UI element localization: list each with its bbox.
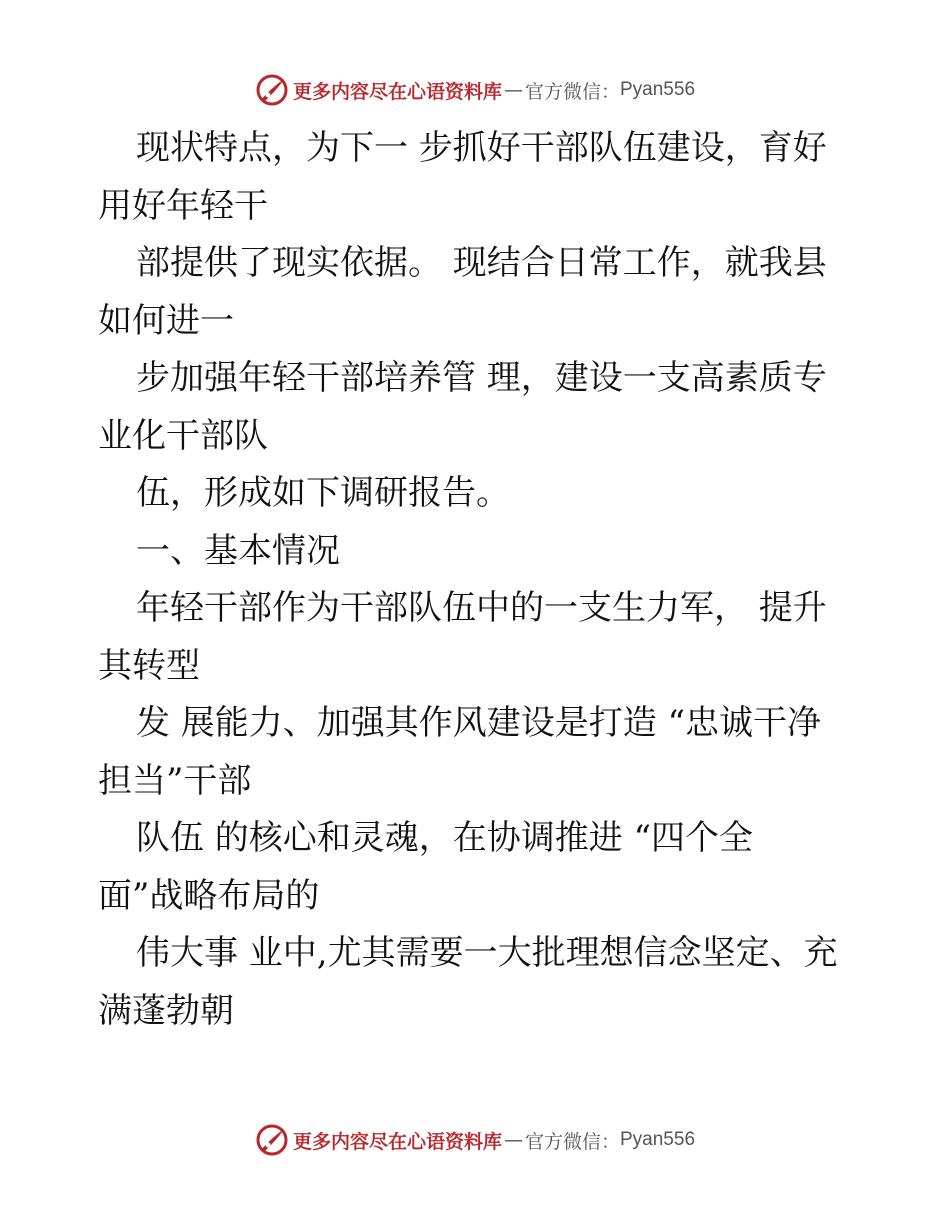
wechat-id: Pyan556	[620, 79, 696, 100]
body-line: 业化干部队	[98, 415, 268, 456]
body-line: 发 展能力、加强其作风建设是打造 “忠诚干净	[136, 703, 821, 743]
body-line: 如何进一	[98, 300, 234, 341]
document-body	[98, 120, 868, 1040]
quill-pen-logo-icon	[255, 1123, 289, 1157]
body-line: 步加强年轻干部培养管 理，建设一支高素质专	[136, 358, 827, 398]
body-line: 满蓬勃朝	[98, 990, 234, 1031]
separator-dash: —	[503, 1129, 523, 1151]
body-line: 伍，形成如下调研报告。	[136, 473, 510, 513]
body-line: 面”战略布局的	[98, 875, 320, 916]
body-line: 部提供了现实依据。 现结合日常工作，就我县	[136, 243, 827, 283]
body-line: 担当”干部	[98, 760, 252, 801]
site-name: 更多内容尽在心语资料库	[292, 1130, 502, 1153]
section-heading: 一、基本情况	[136, 530, 340, 571]
wechat-label: 官方微信：	[524, 80, 620, 103]
header-banner	[0, 70, 950, 110]
quill-pen-logo-icon	[255, 73, 289, 107]
wechat-id: Pyan556	[620, 1129, 696, 1150]
body-line: 年轻干部作为干部队伍中的一支生力军， 提升	[136, 588, 827, 628]
body-line: 队伍 的核心和灵魂，在协调推进 “四个全	[136, 818, 753, 858]
footer-banner	[0, 1120, 950, 1160]
body-line: 用好年轻干	[98, 185, 268, 226]
separator-dash: —	[503, 79, 523, 101]
body-line: 伟大事 业中,尤其需要一大批理想信念坚定、充	[136, 933, 838, 973]
site-name: 更多内容尽在心语资料库	[292, 80, 502, 103]
body-line: 现状特点，为下一 步抓好干部队伍建设，育好	[136, 128, 827, 168]
wechat-label: 官方微信：	[524, 1130, 620, 1153]
body-line: 其转型	[98, 645, 200, 686]
